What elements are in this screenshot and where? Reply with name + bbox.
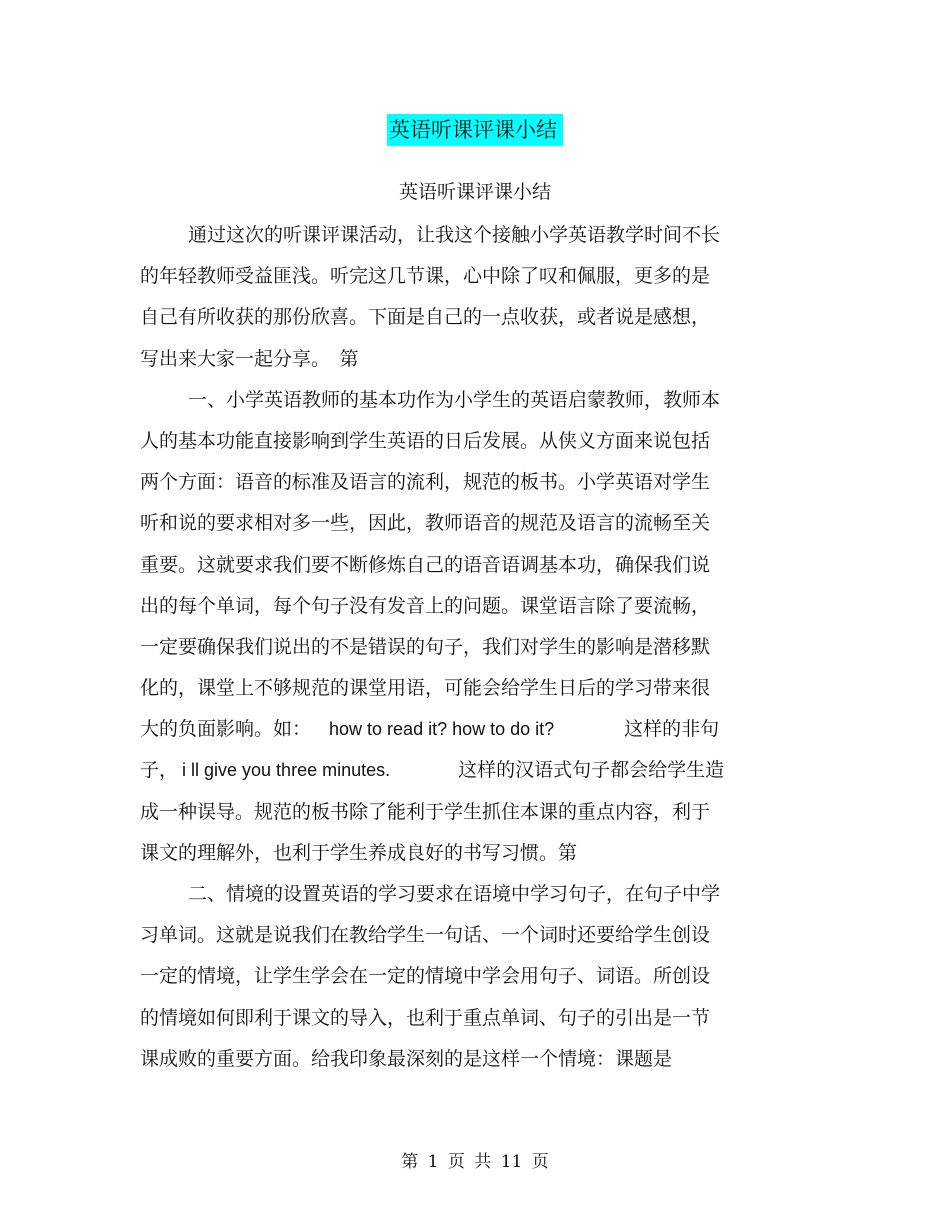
body-line: 听和说的要求相对多一些，因此，教师语音的规范及语言的流畅至关: [140, 512, 711, 535]
body-text: 这样的非句: [624, 718, 720, 741]
body-line: 一、小学英语教师的基本功作为小学生的英语启蒙教师，教师本: [188, 388, 721, 411]
body-line: 的年轻教师受益匪浅。听完这几节课，心中除了叹和佩服，更多的是: [140, 265, 711, 288]
body-line: 课文的理解外，也利于学生养成良好的书写习惯。第: [140, 841, 578, 864]
document-subtitle: 英语听课评课小结: [398, 181, 551, 203]
body-line: 习单词。这就是说我们在教给学生一句话、一个词时还要给学生创设: [140, 924, 711, 947]
body-line: 成一种误导。规范的板书除了能利于学生抓住本课的重点内容，利于: [140, 800, 711, 823]
body-line: 的情境如何即利于课文的导入，也利于重点单词、句子的引出是一节: [140, 1006, 711, 1029]
body-line: 两个方面：语音的标准及语言的流利，规范的板书。小学英语对学生: [140, 471, 711, 494]
english-example: how to read it? how to do it?: [329, 719, 555, 740]
body-line: 自己有所收获的那份欣喜。下面是自己的一点收获，或者说是感想，: [140, 306, 711, 329]
body-line: 课成败的重要方面。给我印象最深刻的是这样一个情境：课题是: [140, 1047, 673, 1070]
document-title: [0, 114, 950, 146]
body-line: 写出来大家一起分享。 第: [140, 347, 359, 370]
body-line-mixed: [140, 714, 800, 755]
body-line: 二、情境的设置英语的学习要求在语境中学习句子，在句子中学: [188, 883, 721, 905]
body-line: 人的基本功能直接影响到学生英语的日后发展。从侠义方面来说包括: [140, 429, 711, 452]
body-line: 通过这次的听课评课活动，让我这个接触小学英语教学时间不长: [188, 224, 721, 246]
body-text: 这样的汉语式句子都会给学生造: [458, 759, 725, 782]
body-line-mixed: [140, 755, 800, 796]
body-text: 子，: [140, 759, 179, 782]
page-footer: 第 1 页 共 11 页: [401, 1152, 549, 1172]
body-line: 一定要确保我们说出的不是错误的句子，我们对学生的影响是潜移默: [140, 635, 711, 658]
body-text: 大的负面影响。如：: [140, 718, 312, 741]
document-body: [140, 220, 800, 1085]
body-line: 一定的情境，让学生学会在一定的情境中学会用句子、词语。所创设: [140, 965, 711, 988]
body-line: 重要。这就要求我们要不断修炼自己的语音语调基本功，确保我们说: [140, 553, 711, 576]
highlighted-title: 英语听课评课小结: [387, 114, 563, 146]
english-example: i ll give you three minutes.: [182, 760, 391, 781]
body-line: 化的，课堂上不够规范的课堂用语，可能会给学生日后的学习带来很: [140, 677, 711, 700]
body-line: 出的每个单词，每个句子没有发音上的问题。课堂语言除了要流畅，: [140, 594, 711, 617]
